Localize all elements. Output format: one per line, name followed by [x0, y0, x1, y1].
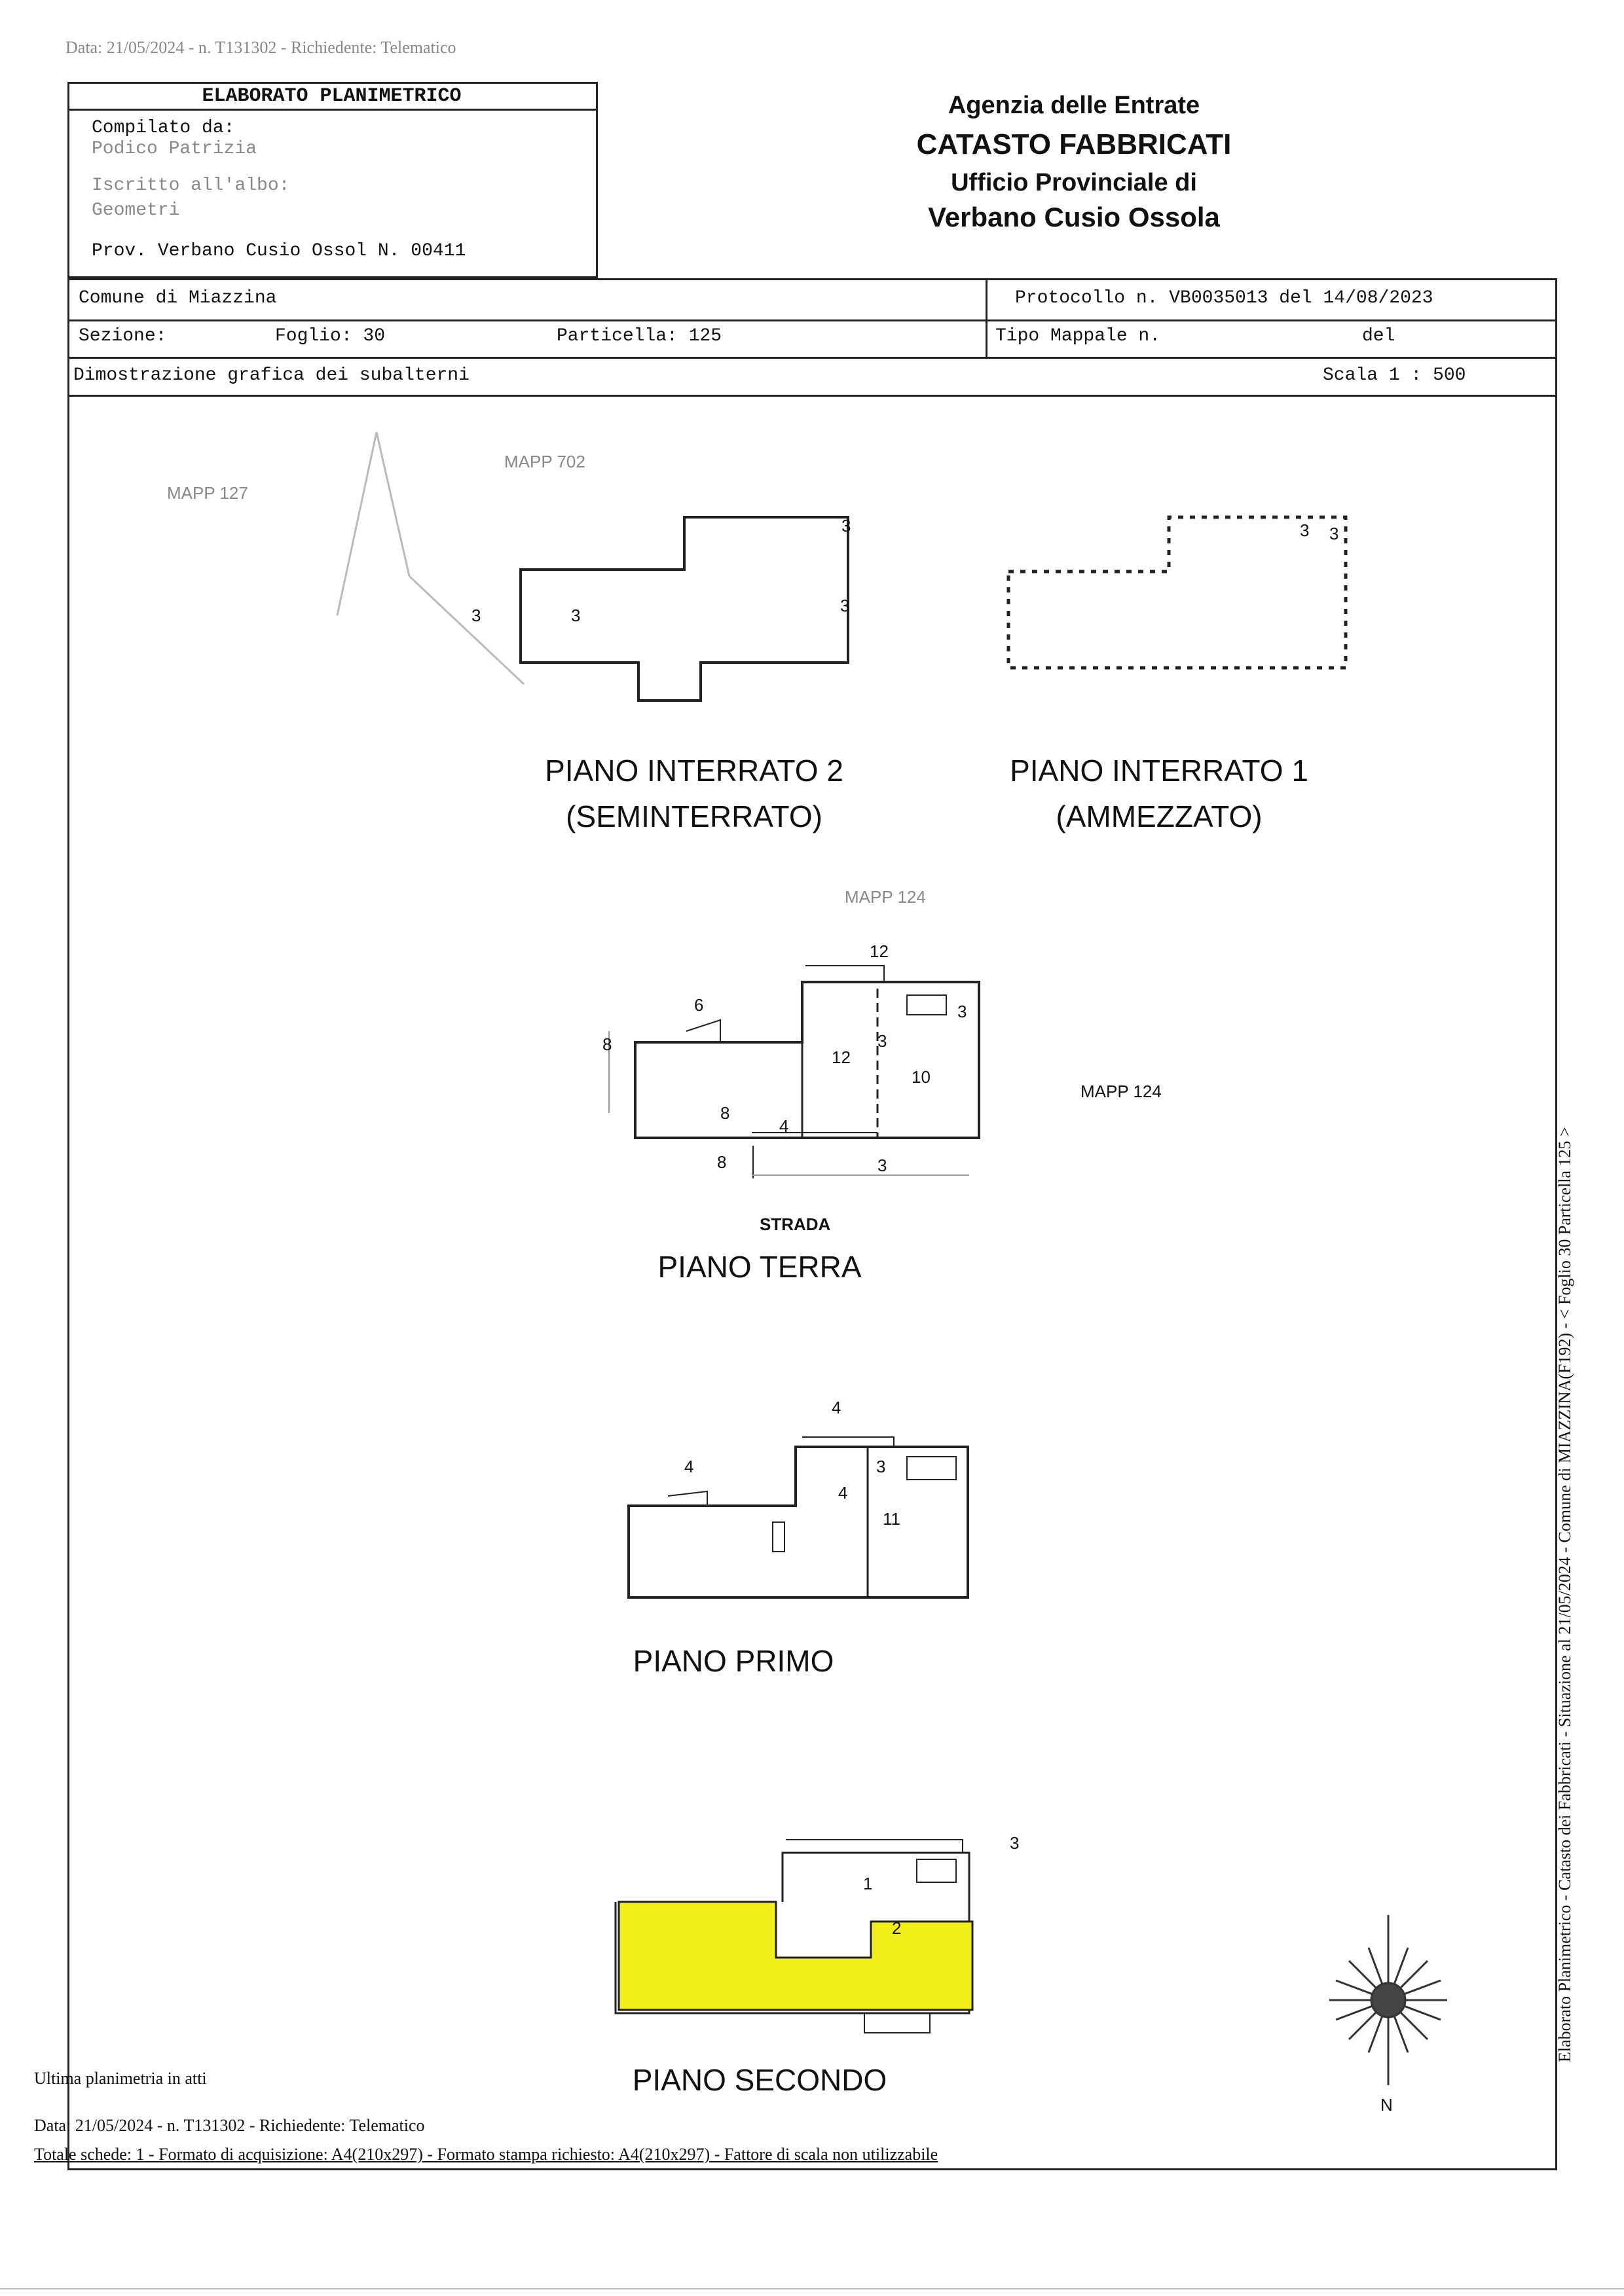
tipo-mappale: Tipo Mappale n.	[995, 326, 1161, 346]
strada: STRADA	[760, 1214, 831, 1234]
box-title: ELABORATO PLANIMETRICO	[202, 85, 462, 107]
iscritto-label: Iscritto all'albo:	[92, 175, 290, 196]
particella: Particella: 125	[557, 326, 722, 346]
plan-interrato2	[521, 517, 848, 701]
subtitle-interrato1: (AMMEZZATO)	[1056, 799, 1263, 833]
plan-interrato1	[1008, 517, 1346, 668]
title-interrato1: PIANO INTERRATO 1	[1010, 754, 1308, 788]
highlight-sub2	[619, 1902, 972, 2010]
agency-line1: Agenzia delle Entrate	[948, 92, 1200, 119]
compass-icon	[1329, 1915, 1447, 2085]
mapp-702: MAPP 702	[504, 452, 585, 471]
room-label: 3	[957, 1002, 967, 1021]
north-label: N	[1380, 2095, 1393, 2115]
room-label: 3	[877, 1031, 887, 1051]
subtitle-interrato2: (SEMINTERRATO)	[566, 799, 822, 833]
iscritto-value: Geometri	[92, 200, 180, 221]
agency-line4: Verbano Cusio Ossola	[928, 202, 1220, 232]
room-label: 12	[870, 941, 889, 961]
room-label: 3	[877, 1156, 887, 1175]
top-stamp: Data: 21/05/2024 - n. T131302 - Richiedente: Telematico	[65, 38, 456, 57]
room-label: 8	[720, 1103, 730, 1123]
room-label: 2	[892, 1918, 902, 1938]
room-label: 3	[840, 596, 850, 615]
footer-data: Data: 21/05/2024 - n. T131302 - Richiedente: Telematico	[34, 2116, 425, 2135]
room-label: 12	[832, 1048, 851, 1067]
footer-totale: Totale schede: 1 - Formato di acquisizione: A4(210x297) - Formato stampa richiesto: A4(210x297) - Fattore di scala non utilizzabile	[34, 2145, 938, 2164]
agency-line3: Ufficio Provinciale di	[951, 169, 1197, 196]
mapp-124-right: MAPP 124	[1080, 1082, 1162, 1101]
prov-line: Prov. Verbano Cusio Ossol N. 00411	[92, 241, 466, 261]
protocollo: Protocollo n. VB0035013 del 14/08/2023	[1015, 288, 1433, 308]
room-label: 4	[832, 1398, 841, 1417]
del: del	[1362, 326, 1395, 346]
dimostrazione: Dimostrazione grafica dei subalterni	[73, 365, 470, 386]
room-label: 4	[838, 1483, 848, 1503]
room-label: 4	[684, 1457, 694, 1476]
room-label: 4	[779, 1116, 789, 1136]
comune: Comune di Miazzina	[79, 288, 277, 308]
room-label: 3	[1300, 520, 1310, 540]
plan-primo	[629, 1447, 968, 1597]
compilato-name: Podico Patrizia	[92, 139, 257, 159]
agency-line2: CATASTO FABBRICATI	[916, 128, 1232, 160]
room-label: 8	[717, 1152, 727, 1172]
room-label: 3	[841, 516, 851, 536]
room-label: 3	[471, 606, 481, 625]
room-label: 1	[863, 1874, 873, 1893]
foglio: Foglio: 30	[275, 326, 386, 346]
title-secondo: PIANO SECONDO	[632, 2063, 887, 2097]
room-label: 3	[1010, 1833, 1020, 1853]
mapp-124-top: MAPP 124	[845, 887, 926, 907]
room-label: 10	[912, 1067, 931, 1087]
side-vertical-text: Elaborato Planimetrico - Catasto dei Fabbricati - Situazione al 21/05/2024 - Comune di MIAZZINA(F192) - < Foglio 30 Particella 125 >	[1555, 1127, 1574, 2062]
scala: Scala 1 : 500	[1323, 365, 1466, 386]
compilato-label: Compilato da:	[92, 118, 235, 138]
title-terra: PIANO TERRA	[657, 1250, 862, 1284]
title-primo: PIANO PRIMO	[633, 1644, 834, 1678]
room-label: 3	[1329, 524, 1339, 543]
footer-ultima: Ultima planimetria in atti	[34, 2069, 207, 2088]
mapp-127: MAPP 127	[167, 483, 248, 503]
room-label: 8	[602, 1034, 612, 1054]
title-interrato2: PIANO INTERRATO 2	[545, 754, 843, 788]
room-label: 6	[694, 995, 704, 1015]
room-label: 3	[876, 1457, 886, 1476]
page-edge	[0, 2288, 1624, 2289]
plan-terra	[635, 982, 979, 1138]
sezione: Sezione:	[79, 326, 167, 346]
room-label: 11	[883, 1509, 900, 1529]
room-label: 3	[571, 606, 581, 625]
